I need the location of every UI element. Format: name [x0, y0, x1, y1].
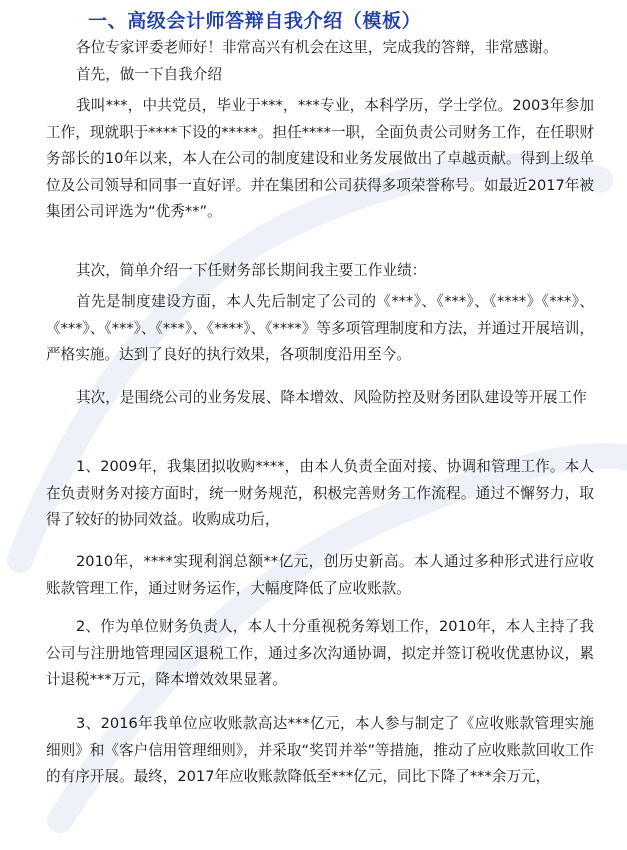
receivables-paragraph: 3、2016年我单位应收账款高达***亿元，本人参与制定了《应收账款管理实施细则》和《客户信用管理细则》，并采取“奖罚并举”等措施，推动了应收账款回收工作的有序开展。最终，2017年应收账款降低至***亿元，同比下降了***余万元， — [46, 715, 594, 785]
intro-heading-paragraph: 首先，做一下自我介绍 — [76, 66, 222, 83]
achievements-intro-paragraph: 其次，简单介绍一下任财务部长期间我主要工作业绩： — [76, 262, 427, 279]
system-building-paragraph: 首先是制度建设方面，本人先后制定了公司的《***》、《***》、《****》《***》、《***》、《***》、《***》、《****》、《****》等多项管理制度和方法，并通过开展培训，严格实施。达到了良好的执行效果，各项制度沿用至今。 — [46, 293, 594, 363]
business-focus-paragraph: 其次，是围绕公司的业务发展、降本增效、风险防控及财务团队建设等开展工作 — [76, 389, 587, 406]
acquisition-paragraph: 1、2009年，我集团拟收购****，由本人负责全面对接、协调和管理工作。本人在负责财务对接方面时，统一财务规范，积极完善财务工作流程。通过不懈努力，取得了较好的协同效益。收购成功后， — [46, 458, 594, 528]
document-title: 一、高级会计师答辩自我介绍（模板） — [88, 10, 422, 32]
self-intro-paragraph: 我叫***，中共党员，毕业于***，***专业，本科学历，学士学位。2003年参加工作，现就职于****下设的*****。担任****一职，全面负责公司财务工作，在任职财务部长的10年以来，本人在公司的制度建设和业务发展做出了卓越贡献。得到上级单位及公司领导和同事一直好评。并在集团和公司获得多项荣誉称号。如最近2017年被集团公司评选为“优秀**”。 — [46, 97, 594, 220]
tax-planning-paragraph: 2、作为单位财务负责人，本人十分重视税务筹划工作，2010年，本人主持了我公司与注册地管理园区退税工作，通过多次沟通协调，拟定并签订税收优惠协议，累计退税***万元，降本增效效果显著。 — [46, 618, 594, 688]
greeting-paragraph: 各位专家评委老师好！非常高兴有机会在这里，完成我的答辩，非常感谢。 — [76, 39, 558, 56]
profit-paragraph: 2010年，****实现利润总额**亿元，创历史新高。本人通过多种形式进行应收账款管理工作，通过财务运作，大幅度降低了应收账款。 — [46, 553, 594, 597]
